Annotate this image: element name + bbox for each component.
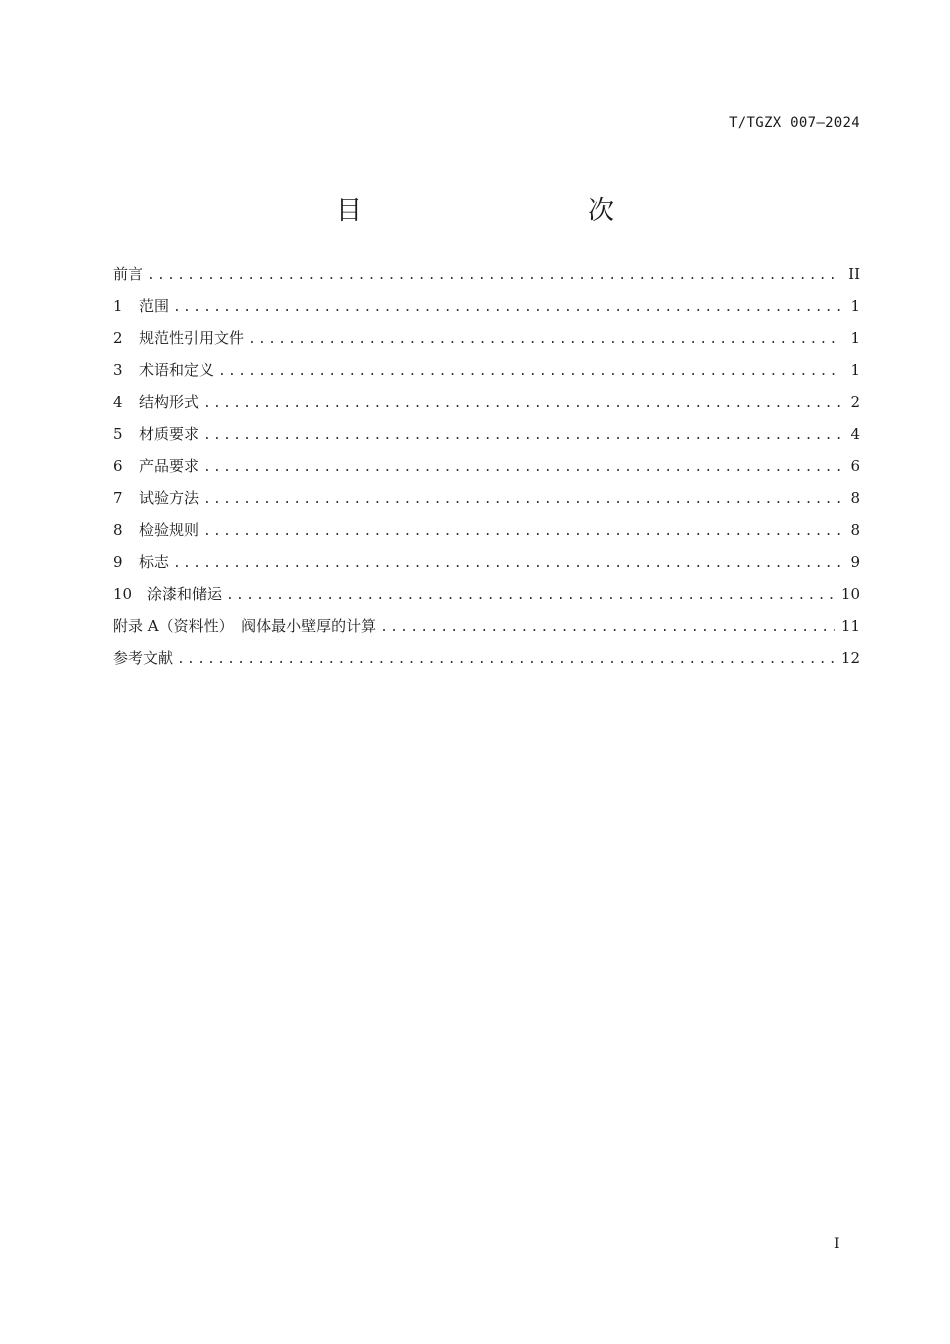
toc-entry-page: 8 — [850, 489, 860, 507]
page-number: I — [834, 1236, 840, 1252]
toc-entry-label: 检验规则 — [139, 521, 200, 539]
toc-entry-number: 1 — [113, 297, 123, 315]
toc-entry-page: 1 — [850, 297, 860, 315]
toc-entry-label: 前言 — [113, 265, 144, 283]
table-of-contents — [113, 262, 860, 678]
toc-entry-page: 1 — [850, 361, 860, 379]
toc-entry-page: 4 — [850, 425, 860, 443]
toc-entry-number: 8 — [113, 521, 123, 539]
toc-entry-label: 术语和定义 — [139, 361, 215, 379]
toc-entry-bibliography[interactable] — [113, 646, 860, 678]
toc-entry-label: 参考文献 — [113, 649, 174, 667]
toc-entry-label: 附录 A（资料性） 阀体最小壁厚的计算 — [113, 617, 377, 635]
toc-entry-terms-definitions[interactable] — [113, 358, 860, 390]
toc-entry-page: 1 — [850, 329, 860, 347]
page-title: 目 次 — [335, 196, 672, 226]
toc-entry-label: 结构形式 — [139, 393, 200, 411]
toc-entry-foreword[interactable] — [113, 262, 860, 294]
toc-dot-leader — [203, 488, 840, 512]
toc-entry-page: 8 — [850, 521, 860, 539]
toc-entry-number: 4 — [113, 393, 123, 411]
toc-entry-number: 5 — [113, 425, 123, 443]
toc-entry-page: 12 — [840, 649, 860, 667]
toc-entry-label: 涂漆和储运 — [147, 585, 223, 603]
document-code: T/TGZX 007—2024 — [729, 115, 860, 131]
toc-dot-leader — [173, 296, 840, 320]
toc-dot-leader — [218, 360, 840, 384]
toc-entry-number: 10 — [113, 585, 133, 603]
toc-entry-scope[interactable] — [113, 294, 860, 326]
toc-entry-page: 11 — [840, 617, 860, 635]
toc-dot-leader — [203, 424, 840, 448]
toc-entry-label: 材质要求 — [139, 425, 200, 443]
toc-entry-test-methods[interactable] — [113, 486, 860, 518]
toc-entry-label: 规范性引用文件 — [139, 329, 245, 347]
toc-dot-leader — [173, 552, 840, 576]
toc-dot-leader — [226, 584, 835, 608]
toc-entry-annex-a[interactable] — [113, 614, 860, 646]
toc-dot-leader — [147, 264, 840, 288]
toc-dot-leader — [177, 648, 835, 672]
toc-dot-leader — [203, 520, 840, 544]
toc-entry-label: 标志 — [139, 553, 170, 571]
toc-entry-page: 9 — [850, 553, 860, 571]
toc-entry-number: 7 — [113, 489, 123, 507]
toc-entry-number: 9 — [113, 553, 123, 571]
toc-entry-material[interactable] — [113, 422, 860, 454]
toc-entry-number: 3 — [113, 361, 123, 379]
toc-dot-leader — [248, 328, 840, 352]
toc-dot-leader — [380, 616, 835, 640]
toc-dot-leader — [203, 456, 840, 480]
toc-entry-normative-references[interactable] — [113, 326, 860, 358]
toc-entry-structure[interactable] — [113, 390, 860, 422]
toc-entry-number: 2 — [113, 329, 123, 347]
toc-dot-leader — [203, 392, 840, 416]
toc-entry-label: 范围 — [139, 297, 170, 315]
toc-entry-page: 2 — [850, 393, 860, 411]
toc-entry-inspection-rules[interactable] — [113, 518, 860, 550]
toc-entry-marking[interactable] — [113, 550, 860, 582]
toc-entry-product-requirements[interactable] — [113, 454, 860, 486]
toc-entry-page: 10 — [840, 585, 860, 603]
toc-entry-page: 6 — [850, 457, 860, 475]
toc-entry-number: 6 — [113, 457, 123, 475]
toc-entry-painting-storage[interactable] — [113, 582, 860, 614]
toc-entry-page: II — [848, 265, 860, 283]
toc-entry-label: 产品要求 — [139, 457, 200, 475]
toc-entry-label: 试验方法 — [139, 489, 200, 507]
